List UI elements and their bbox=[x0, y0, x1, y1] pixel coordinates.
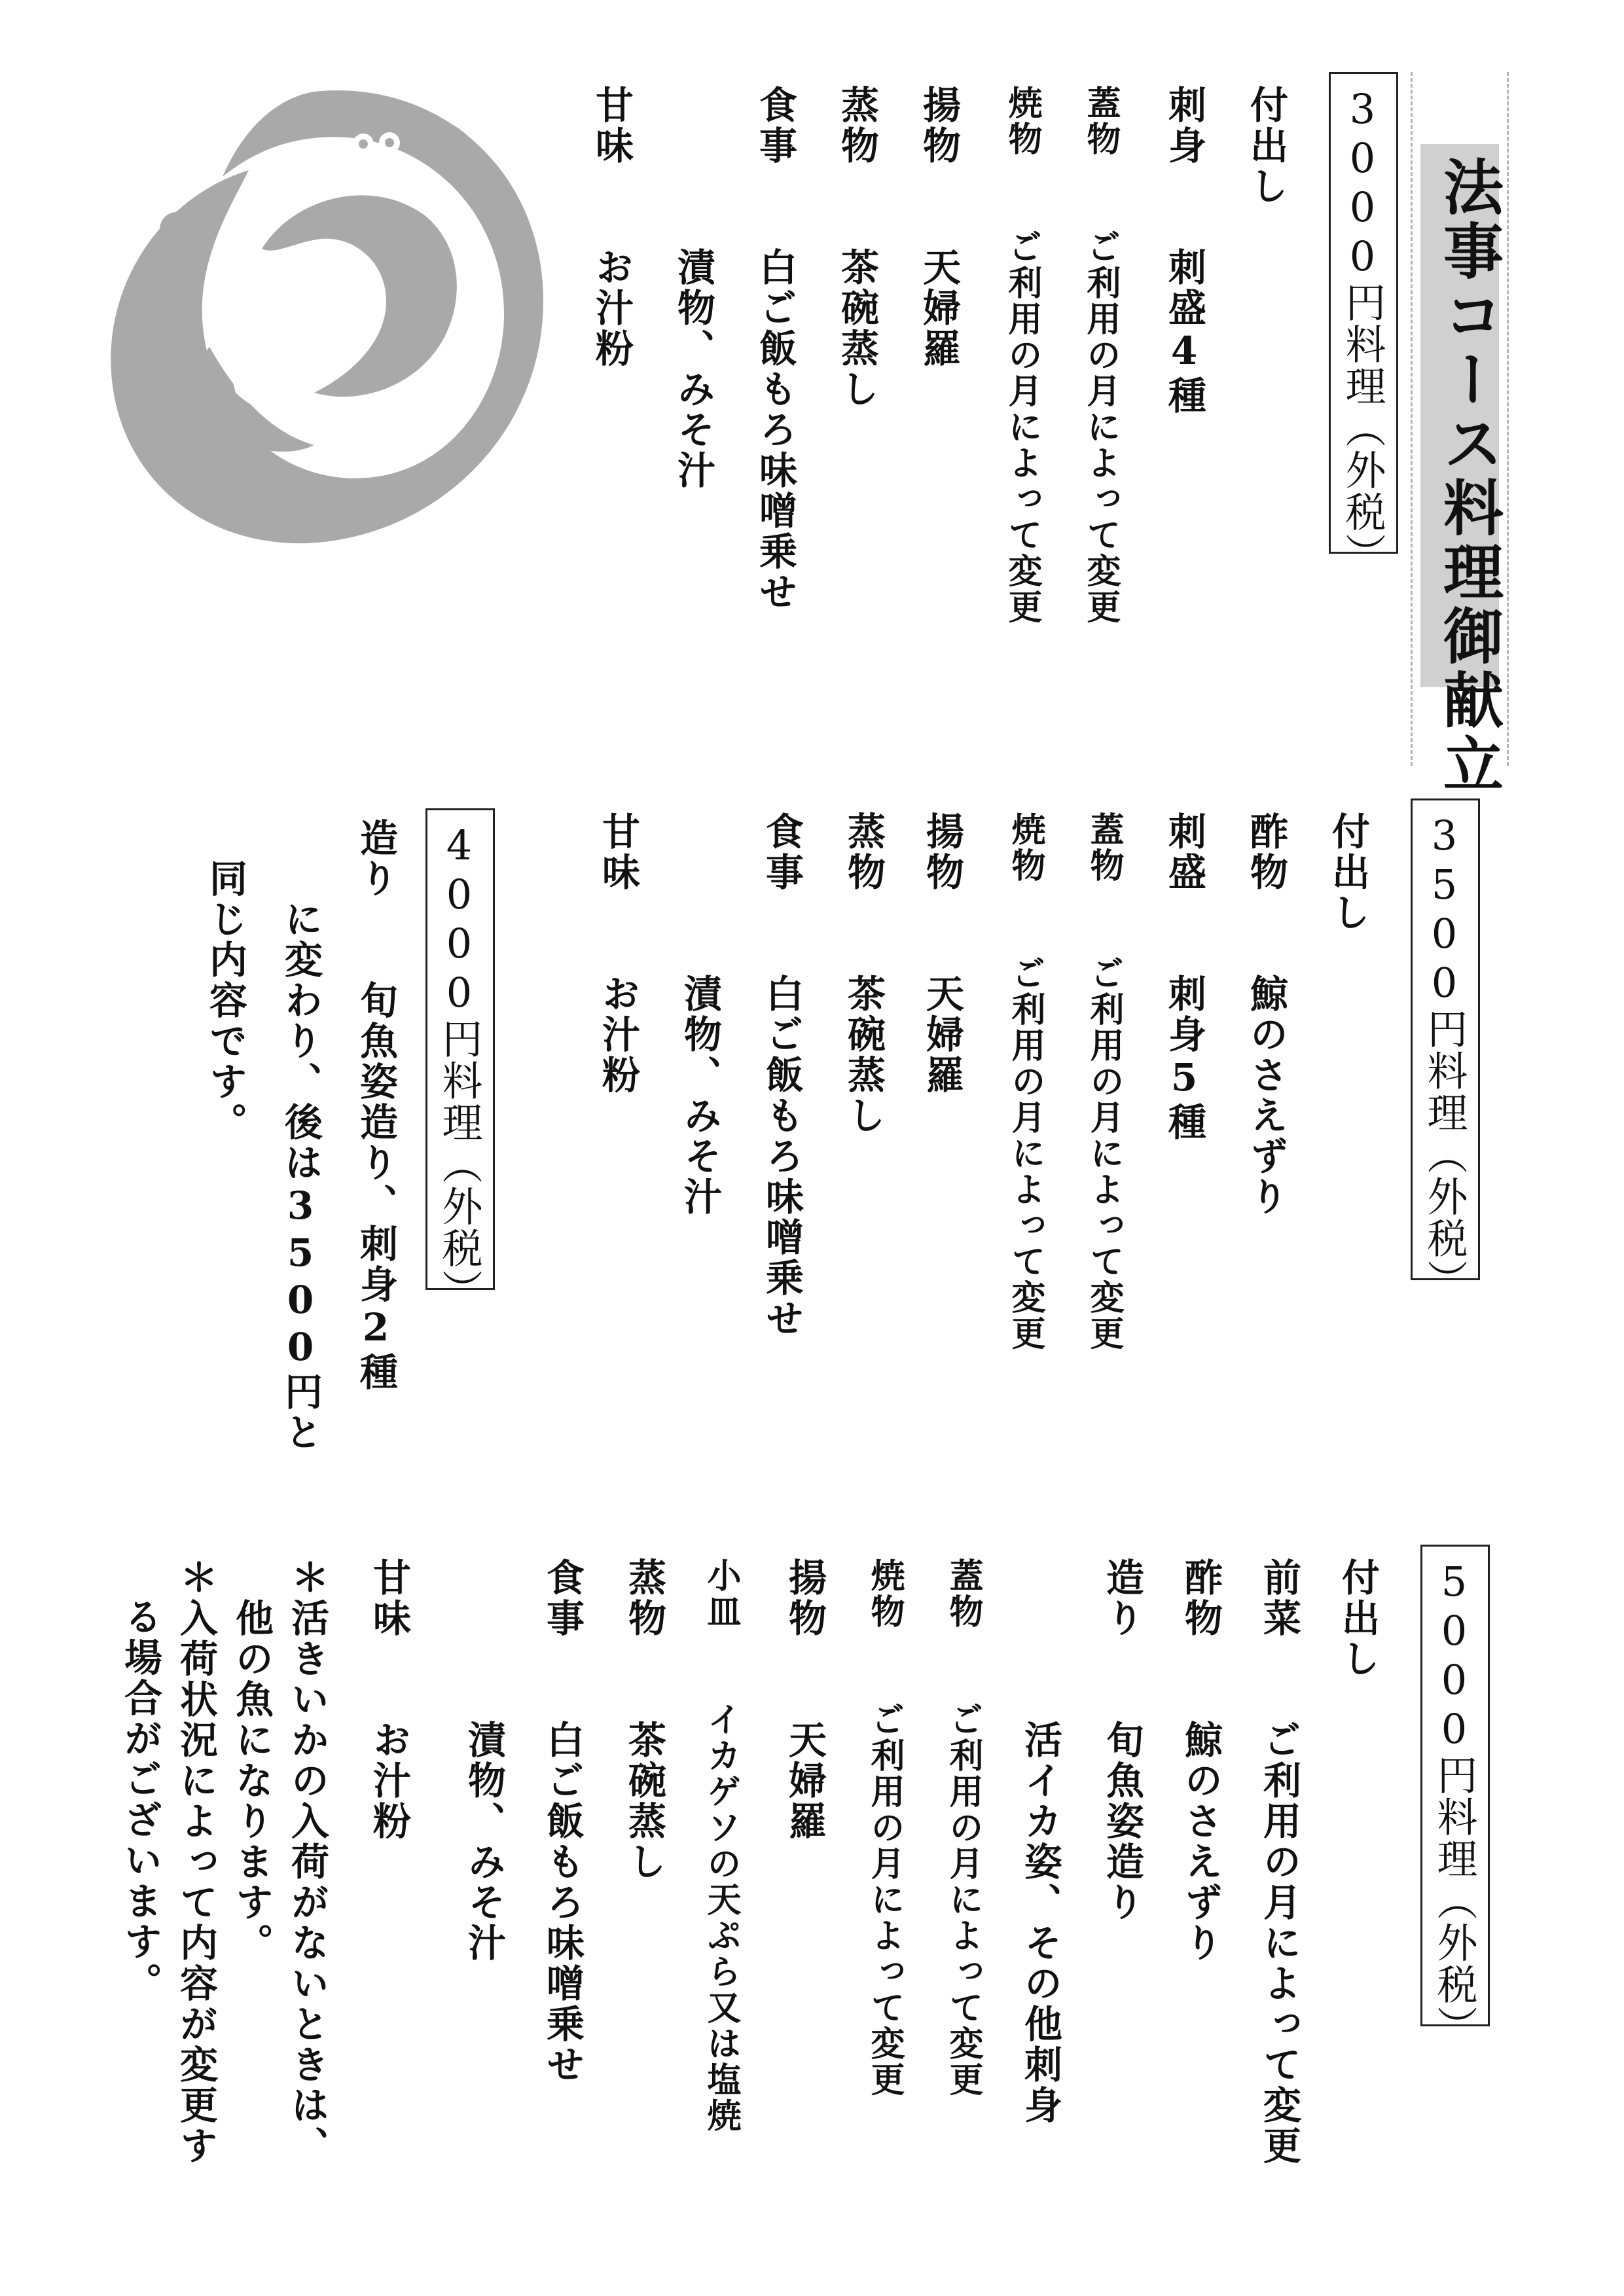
course-3000-line: 揚物 天婦羅 bbox=[916, 85, 961, 369]
course-5000-line: 漬物、みそ汁 bbox=[461, 1558, 506, 1964]
page-title: 法事コース料理御献立 bbox=[1434, 156, 1504, 797]
course-3500-line: 食事 白ご飯もろ味噌乗せ bbox=[759, 812, 804, 1339]
course-3500-line: 揚物 天婦羅 bbox=[920, 812, 964, 1096]
note-line: ＊入荷状況によって内容が変更す bbox=[173, 1558, 218, 2166]
course-3500-line: 酢物 鯨のさえずり bbox=[1244, 812, 1288, 1217]
course-3000-line: 蓋物 ご利用の月によって変更 bbox=[1081, 85, 1121, 625]
title-divider-right bbox=[1507, 72, 1509, 766]
wave-fish-crest-icon bbox=[98, 65, 556, 563]
note-line: ＊活きいかの入荷がないときは、 bbox=[285, 1558, 329, 2166]
course-5000-line: 蓋物 ご利用の月によって変更 bbox=[943, 1558, 983, 2098]
course-3500-line: 付出し bbox=[1326, 812, 1370, 933]
course-3500-line: 刺盛 刺身5種 bbox=[1162, 812, 1206, 1143]
course-5000-line: 造り 旬魚姿造り bbox=[1100, 1558, 1144, 1923]
course-3500-line: 焼物 ご利用の月によって変更 bbox=[1005, 812, 1045, 1352]
course-3000-line: 食事 白ご飯もろ味噌乗せ bbox=[753, 85, 797, 613]
course-4000-header: 4000円料理（外税） bbox=[435, 821, 483, 1311]
course-5000-line: 前菜 ご利用の月によって変更 bbox=[1257, 1558, 1301, 2166]
course-4000-line: 同じ内容です。 bbox=[203, 818, 247, 1143]
course-5000-line: 蒸物 茶碗蒸し bbox=[622, 1558, 666, 1882]
course-3500-line: 蒸物 茶碗蒸し bbox=[841, 812, 886, 1136]
course-5000-line: 付出し bbox=[1335, 1558, 1380, 1679]
course-3000-line: 付出し bbox=[1244, 85, 1288, 207]
course-3500-line: 甘味 お汁粉 bbox=[596, 812, 640, 1096]
course-3000-line: 蒸物 茶碗蒸し bbox=[835, 85, 879, 410]
course-3500-header: 3500円料理（外税） bbox=[1420, 812, 1468, 1301]
course-3000-line: 焼物 ご利用の月によって変更 bbox=[1002, 85, 1042, 625]
course-4000-line: に変わり、後は3500円と bbox=[278, 818, 323, 1453]
course-3000-line: 刺身 刺盛4種 bbox=[1162, 85, 1206, 416]
course-5000-line: 食事 白ご飯もろ味噌乗せ bbox=[540, 1558, 585, 2085]
course-3500-line: 漬物、みそ汁 bbox=[677, 812, 722, 1217]
course-3000-line: 漬物、みそ汁 bbox=[671, 85, 715, 491]
note-line: る場合がございます。 bbox=[118, 1597, 162, 2003]
course-5000-line: 酢物 鯨のさえずり bbox=[1178, 1558, 1223, 1964]
course-5000-line: 甘味 お汁粉 bbox=[367, 1558, 411, 1842]
course-5000-line: 焼物 ご利用の月によって変更 bbox=[865, 1558, 905, 2098]
course-5000-line: 活イカ姿、その他刺身 bbox=[1018, 1558, 1062, 2126]
course-5000-line: 揚物 天婦羅 bbox=[782, 1558, 827, 1842]
course-3000-header: 3000円料理（外税） bbox=[1339, 85, 1386, 575]
course-3500-line: 蓋物 ご利用の月によって変更 bbox=[1084, 812, 1124, 1352]
title-divider-left bbox=[1411, 72, 1413, 766]
course-5000-header: 5000円料理（外税） bbox=[1430, 1558, 1478, 2047]
course-5000-line: 小皿 イカゲソの天ぷら又は塩焼 bbox=[701, 1558, 741, 2134]
course-3000-line: 甘味 お汁粉 bbox=[589, 85, 634, 369]
course-4000-line: 造り 旬魚姿造り、刺身2種 bbox=[353, 818, 398, 1393]
note-line: 他の魚になります。 bbox=[229, 1558, 274, 1964]
